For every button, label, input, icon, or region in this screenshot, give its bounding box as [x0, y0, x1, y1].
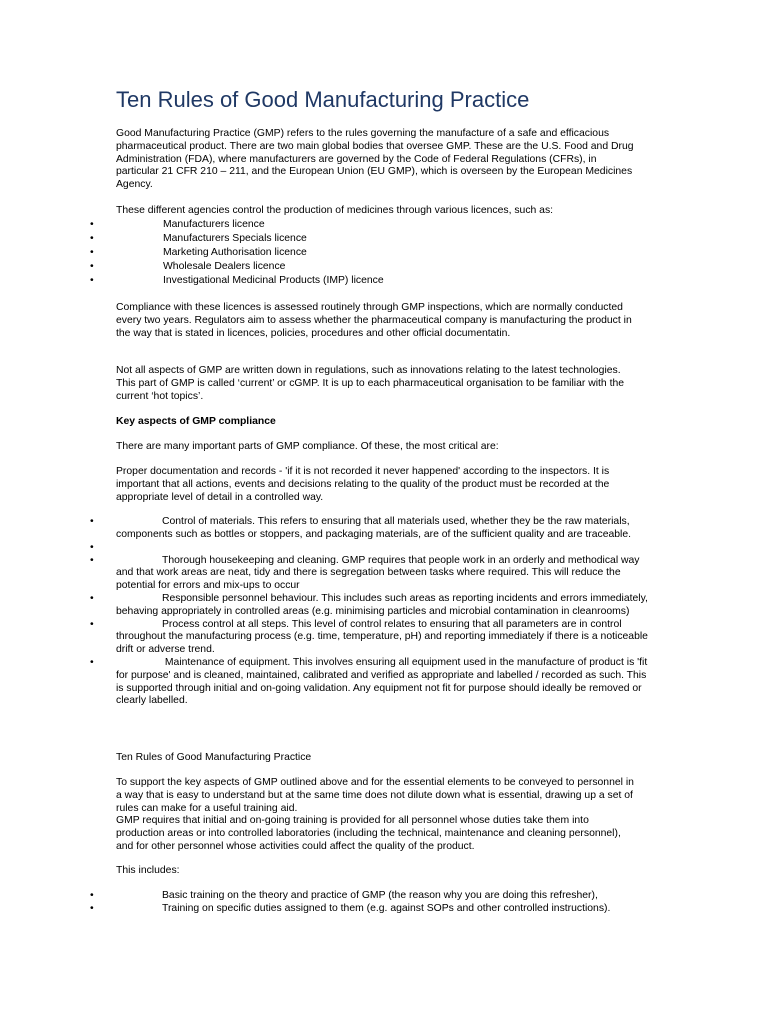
- list-item: [90, 619, 650, 657]
- intro-paragraph: Good Manufacturing Practice (GMP) refers to the rules governing the manufacture of a safe and efficacious pharmaceutical product. There are two main global bodies that oversee GMP. These are the U.S. Food and Drug Administration (FDA), where manufacturers are governed by the Code of Federal Regulations (CFRs), in particular 21 CFR 210 – 211, and the European Union (EU GMP), which is overseen by the European Medicines Agency.: [116, 128, 634, 191]
- bullet: •: [90, 275, 94, 286]
- key-aspects-heading: Key aspects of GMP compliance: [116, 416, 276, 427]
- bullet: •: [90, 890, 94, 901]
- agencies-paragraph: These different agencies control the production of medicines through various licences, such as:: [116, 205, 554, 216]
- cgmp-paragraph: Not all aspects of GMP are written down in regulations, such as innovations relating to the latest technologies. This part of GMP is called ‘current’ or cGMP. It is up to each pharmaceutical organisation to be familiar with the current ‘hot topics’.: [116, 365, 625, 402]
- aspect-materials: Control of materials. This refers to ensuring that all materials used, whether they be the raw materials, components such as bottles or stoppers, and packaging materials, are of the sufficient quality and are traceable.: [116, 516, 632, 540]
- list-item: [90, 516, 650, 542]
- list-item: [90, 218, 650, 231]
- list-item: [90, 542, 650, 555]
- bullet: •: [90, 516, 94, 527]
- bullet: •: [90, 592, 94, 604]
- includes-label: This includes:: [116, 865, 180, 876]
- list-item: [90, 260, 650, 273]
- aspect-equipment: Maintenance of equipment. This involves ensuring all equipment used in the manufacture of product is 'fit for purpose' and is cleaned, maintained, calibrated and verified as appropriate and labelled / recorded as such. This is supported through initial and on-going validation. Any equipment not fit for purpose should ideally be removed or clearly labelled.: [116, 656, 648, 707]
- licence-label: Wholesale Dealers licence: [163, 261, 286, 272]
- compliance-paragraph: Compliance with these licences is assessed routinely through GMP inspections, which are normally conducted every two years. Regulators aim to assess whether the pharmaceutical company is manufacturing the product in the way that is stated in licences, policies, procedures and other official documentatin.: [116, 302, 632, 339]
- bullet: •: [90, 247, 94, 258]
- bullet: •: [90, 618, 94, 630]
- list-item: [90, 274, 650, 287]
- training-basic: Basic training on the theory and practice of GMP (the reason why you are doing this refresher),: [162, 890, 598, 901]
- bullet: •: [90, 219, 94, 230]
- bullet: •: [90, 656, 94, 668]
- bullet: •: [90, 554, 94, 566]
- training-list: [90, 890, 650, 916]
- licence-label: Investigational Medicinal Products (IMP) licence: [163, 275, 384, 286]
- aspect-housekeeping: Thorough housekeeping and cleaning. GMP requires that people work in an orderly and methodical way and that work areas are neat, tidy and there is segregation between tasks where required. This will reduce the potential for errors and mix-ups to occur: [116, 554, 640, 592]
- key-aspects-intro: There are many important parts of GMP compliance. Of these, the most critical are:: [116, 441, 499, 452]
- page-title: Ten Rules of Good Manufacturing Practice: [116, 87, 530, 112]
- bullet: •: [90, 233, 94, 244]
- training-paragraph: GMP requires that initial and on-going training is provided for all personnel whose duties take them into production areas or into controlled laboratories (including the technical, maintenance and cleaning personnel), and for other personnel whose activities could affect the quality of the product.: [116, 815, 621, 852]
- training-specific: Training on specific duties assigned to them (e.g. against SOPs and other controlled instructions).: [162, 902, 611, 914]
- bullet: •: [90, 261, 94, 272]
- list-item: [90, 246, 650, 259]
- ten-rules-heading: Ten Rules of Good Manufacturing Practice: [116, 752, 312, 763]
- key-aspects-list: [90, 516, 650, 708]
- licence-label: Marketing Authorisation licence: [163, 247, 307, 258]
- list-item: [90, 903, 650, 916]
- bullet: •: [90, 541, 94, 553]
- list-item: [90, 593, 650, 619]
- bullet: •: [90, 902, 94, 914]
- support-paragraph: To support the key aspects of GMP outlined above and for the essential elements to be conveyed to personnel in a way that is easy to understand but at the same time does not dilute down what is essential, drawing up a set of rules can make for a useful training aid.: [116, 777, 634, 814]
- list-item: [90, 890, 650, 903]
- list-item: [90, 657, 650, 708]
- list-item: [90, 232, 650, 245]
- aspect-personnel: Responsible personnel behaviour. This includes such areas as reporting incidents and errors immediately, behaving appropriately in controlled areas (e.g. minimising particles and microbial contamination in cleanrooms): [116, 592, 648, 617]
- list-item: [90, 555, 650, 593]
- aspect-process: Process control at all steps. This level of control relates to ensuring that all parameters are in control throughout the manufacturing process (e.g. time, temperature, pH) and reporting immediately if there is a noticeable drift or adverse trend.: [116, 618, 648, 656]
- documentation-paragraph: Proper documentation and records - 'if it is not recorded it never happened' according to the inspectors. It is important that all actions, events and decisions relating to the quality of the product must be recorded at the appropriate level of detail in a controlled way.: [116, 466, 610, 503]
- licence-label: Manufacturers licence: [163, 219, 265, 230]
- licence-label: Manufacturers Specials licence: [163, 233, 307, 244]
